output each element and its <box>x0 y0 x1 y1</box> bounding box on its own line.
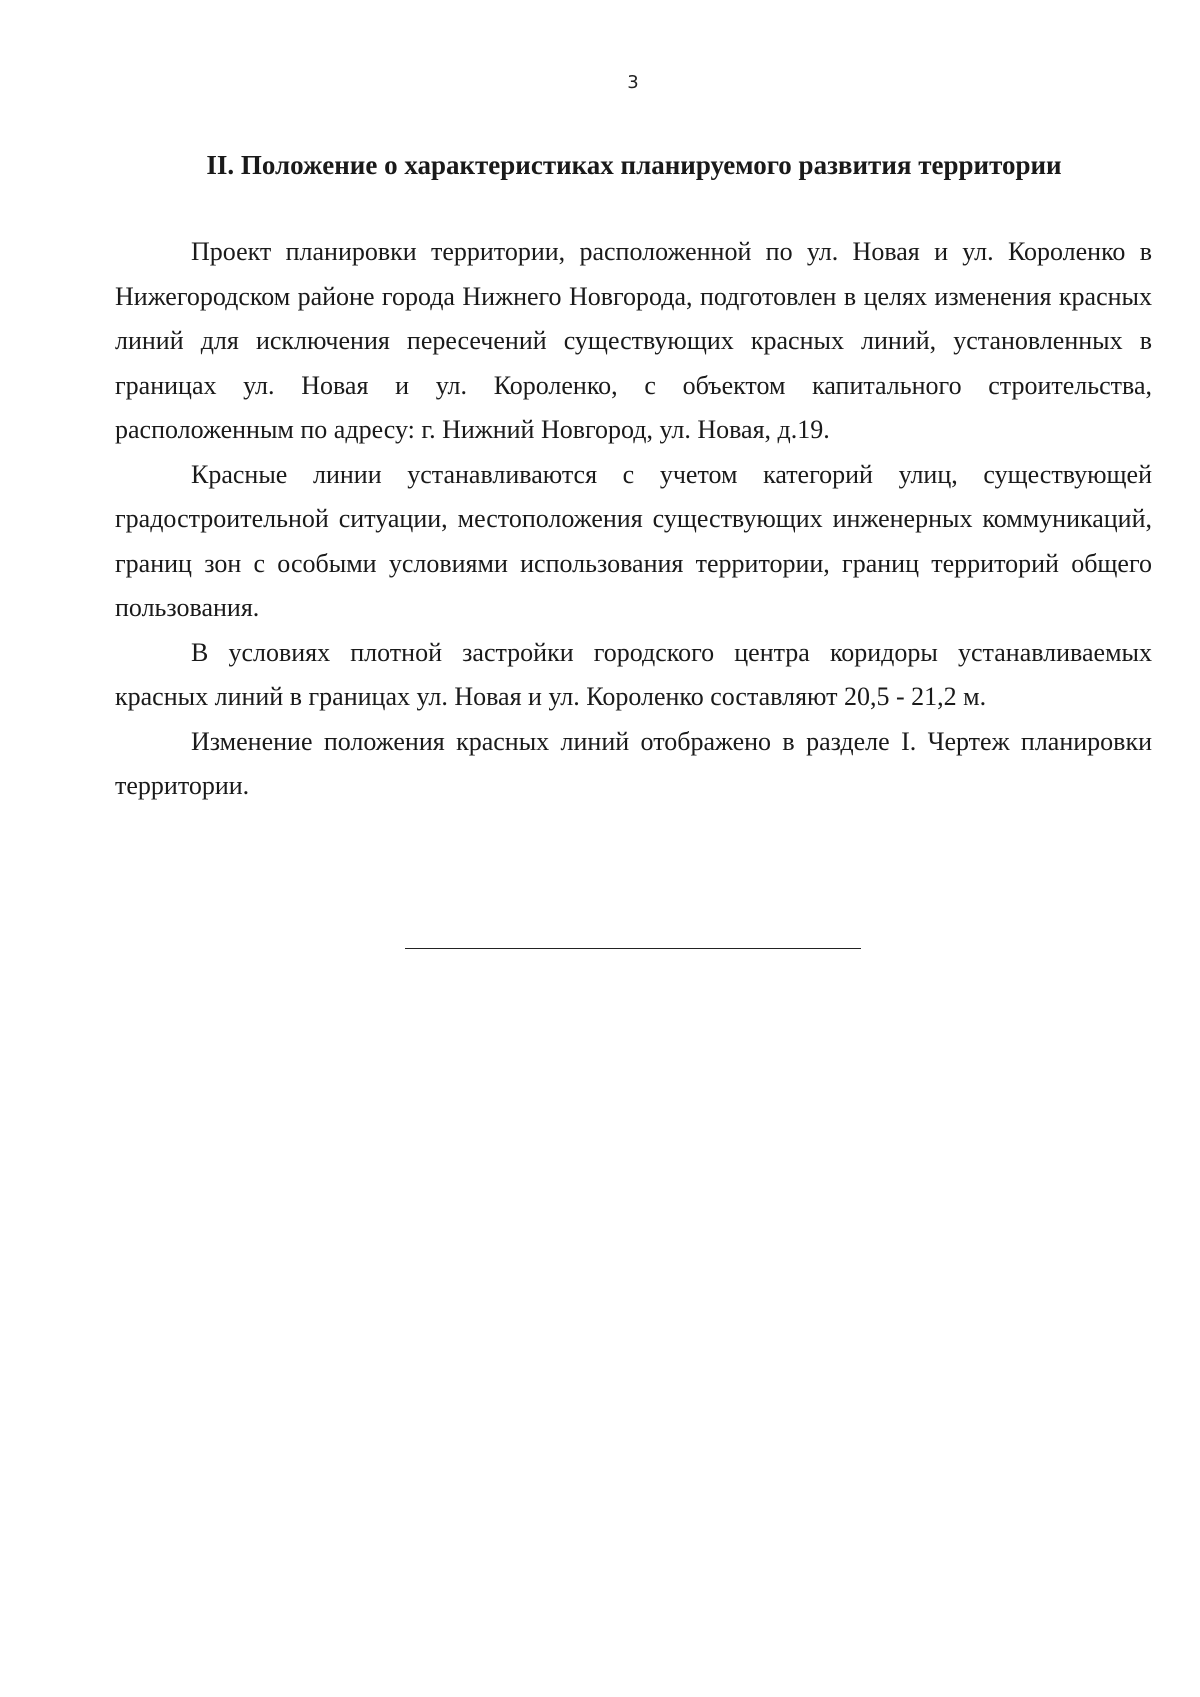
paragraph: Изменение положения красных линий отображено в разделе I. Чертеж планировки территории. <box>115 726 1152 800</box>
section-body <box>115 230 1152 809</box>
paragraph: Проект планировки территории, расположенной по ул. Новая и ул. Короленко в Нижегородском районе города Нижнего Новгорода, подготовлен в целях изменения красных линий для исключения пересечений существующих красных линий, установленных в границах ул. Новая и ул. Короленко, с объектом капитального строительства, расположенным по адресу: г. Нижний Новгород, ул. Новая, д.19. <box>115 237 1152 444</box>
end-divider-line <box>405 948 861 949</box>
section-heading: II. Положение о характеристиках планируемого развития территории <box>206 150 1062 180</box>
paragraph: В условиях плотной застройки городского центра коридоры устанавливаемых красных линий в границах ул. Новая и ул. Короленко составляют 20,5 - 21,2 м. <box>115 637 1152 711</box>
page-number: 3 <box>627 72 639 93</box>
paragraph: Красные линии устанавливаются с учетом категорий улиц, существующей градостроительной ситуации, местоположения существующих инженерных коммуникаций, границ зон с особыми условиями использования территории, границ территорий общего пользования. <box>115 459 1152 622</box>
